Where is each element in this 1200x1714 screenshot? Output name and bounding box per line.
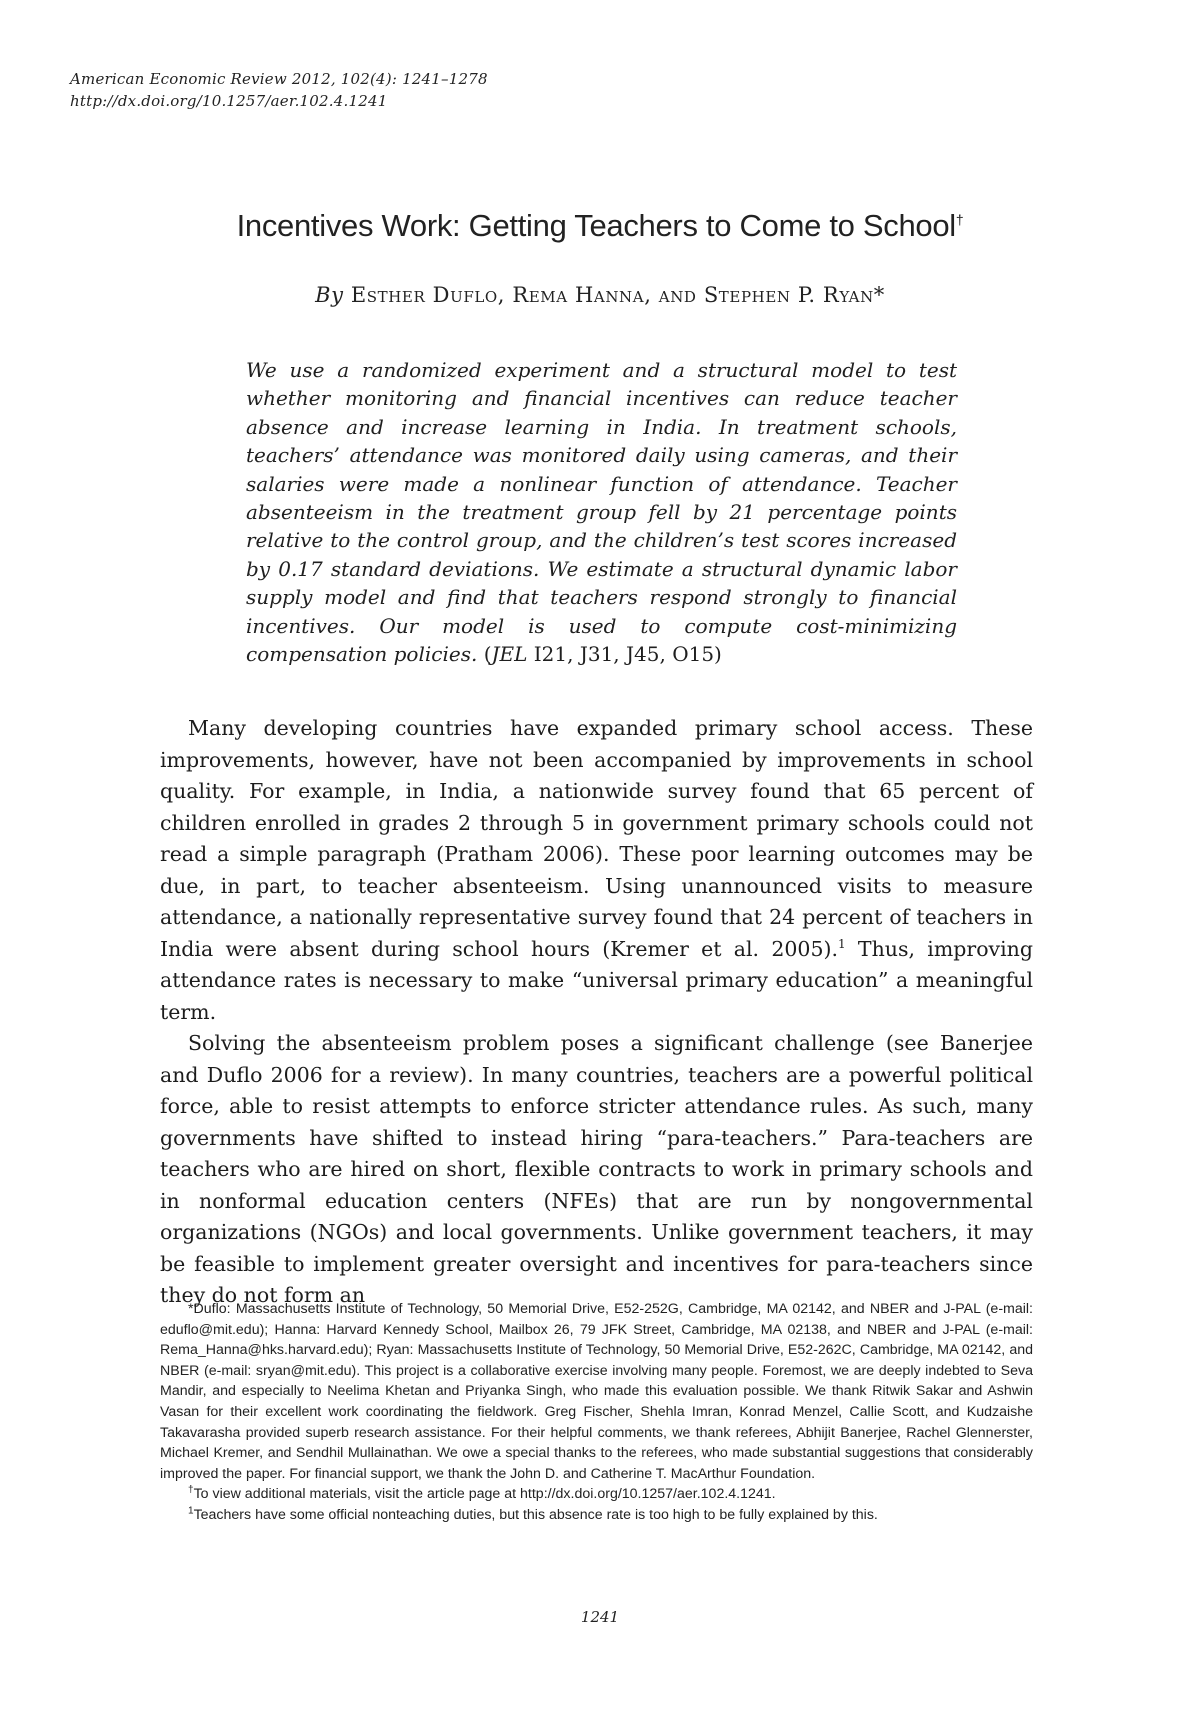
footnote-1-mark: 1	[188, 1505, 194, 1517]
footnote-1	[160, 1505, 1033, 1526]
dagger-footnote	[160, 1484, 1033, 1505]
jel-open: (	[483, 642, 492, 667]
footnotes	[160, 1299, 1033, 1526]
byline-by: By	[315, 283, 344, 307]
abstract-text: We use a randomized experiment and a structural model to test whether monitoring and financial incentives can reduce teacher absence and increase learning in India. In treatment schools, teachers’ attendance was monitored daily using cameras, and their salaries were made a nonlinear function of attendance. Teacher absenteeism in the treatment group fell by 21 percentage points relative to the control group, and the children’s test scores increased by 0.17 standard deviations. We estimate a structural dynamic labor supply model and find that teachers respond strongly to financial incentives. Our model is used to compute cost-minimizing compensation policies.	[246, 358, 957, 667]
byline-authors: Esther Duflo, Rema Hanna, and Stephen P. Ryan*	[350, 283, 885, 307]
journal-header	[70, 68, 488, 112]
paper-title	[0, 208, 1200, 244]
paper-title-text: Incentives Work: Getting Teachers to Come to School	[236, 208, 956, 243]
title-dagger-mark: †	[955, 211, 964, 228]
abstract	[246, 356, 957, 668]
jel-label: JEL	[491, 642, 528, 667]
author-footnote: *Duflo: Massachusetts Institute of Technology, 50 Memorial Drive, E52-252G, Cambridge, MA 02142, and NBER and J-PAL (e-mail: eduflo@mit.edu); Hanna: Harvard Kennedy School, Mailbox 26, 79 JFK Street, Cambridge, MA 02138, and NBER and J-PAL (e-mail: Rema_Hanna@hks.harvard.edu); Ryan: Massachusetts Institute of Technology, 50 Memorial Drive, E52-262C, Cambridge, MA 02142, and NBER (e-mail: sryan@mit.edu). This project is a collaborative exercise involving many people. Foremost, we are deeply indebted to Seva Mandir, and especially to Neelima Khetan and Priyanka Singh, who made this evaluation possible. We thank Ritwik Sakar and Ashwin Vasan for their excellent work coordinating the fieldwork. Greg Fischer, Shehla Imran, Konrad Menzel, Callie Scott, and Kudzaishe Takavarasha provided superb research assistance. For their helpful comments, we thank referees, Abhijit Banerjee, Rachel Glennerster, Michael Kremer, and Sendhil Mullainathan. We owe a special thanks to the referees, who made substantial suggestions that considerably improved the paper. For financial support, we thank the John D. and Catherine T. MacArthur Foundation.	[160, 1301, 1033, 1482]
journal-citation: American Economic Review 2012, 102(4): 1241–1278	[70, 70, 488, 88]
dagger-footnote-mark: †	[188, 1484, 194, 1496]
page-number: 1241	[580, 1608, 620, 1626]
body-paragraph-1-text: Many developing countries have expanded primary school access. These improvements, however, have not been accompanied by improvements in school quality. For example, in India, a nationwide survey found that 65 percent of children enrolled in grades 2 through 5 in government primary schools could not read a simple paragraph (Pratham 2006). These poor learning outcomes may be due, in part, to teacher absenteeism. Using unannounced visits to measure attendance, a nationally representative survey found that 24 percent of teachers in India were absent during school hours (Kremer et al. 2005).	[160, 716, 1033, 961]
dagger-footnote-text: To view additional materials, visit the article page at http://dx.doi.org/10.1257/aer.102.4.1241.	[193, 1486, 776, 1503]
body-paragraph-1	[160, 713, 1033, 1028]
body-text	[160, 713, 1033, 1312]
author-byline	[0, 283, 1200, 307]
body-paragraph-2: Solving the absenteeism problem poses a significant challenge (see Banerjee and Duflo 2006 for a review). In many countries, teachers are a powerful political force, able to resist attempts to enforce stricter attendance rules. As such, many governments have shifted to instead hiring “para-teachers.” Para-teachers are teachers who are hired on short, flexible contracts to work in primary schools and in nonformal education centers (NFEs) that are run by nongovernmental organizations (NGOs) and local governments. Unlike government teachers, it may be feasible to implement greater oversight and incentives for para-teachers since they do not form an	[160, 1031, 1033, 1307]
footnote-1-text: Teachers have some official nonteaching duties, but this absence rate is too high to be fully explained by this.	[193, 1506, 878, 1523]
footnote-ref-1: 1	[838, 936, 846, 951]
body-paragraph-1-cont: Thus, improving attendance rates is necessary to make “universal primary education” a meaningful term.	[160, 936, 1033, 1024]
jel-codes: I21, J31, J45, O15)	[527, 642, 722, 667]
doi-line: http://dx.doi.org/10.1257/aer.102.4.1241	[70, 92, 388, 110]
